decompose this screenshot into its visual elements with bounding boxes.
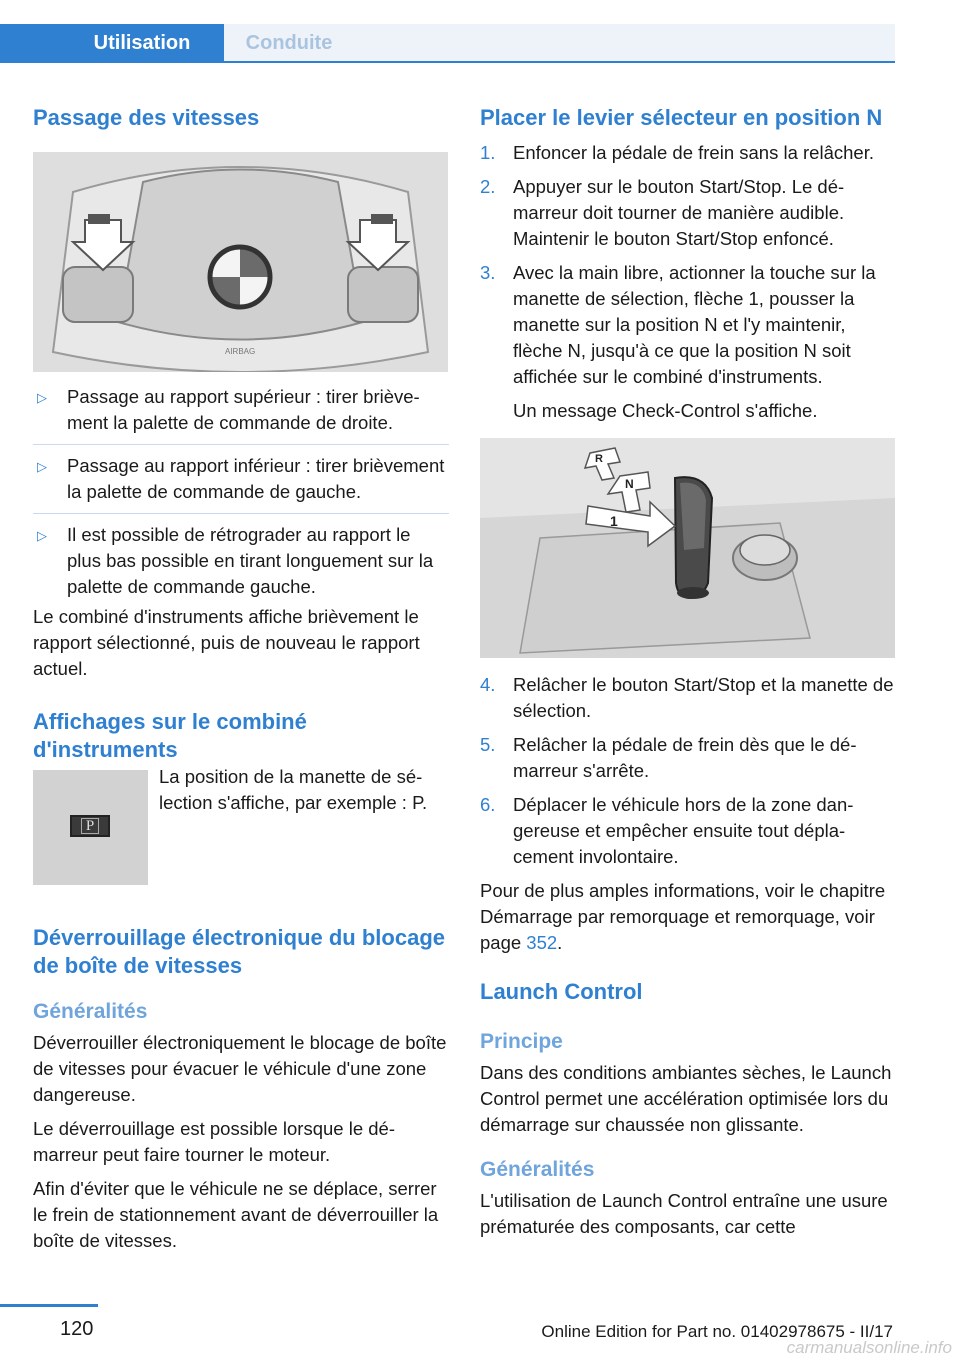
bullet-text: Passage au rapport supérieur : tirer brièvement la palette de commande de droite. [67, 386, 420, 433]
step-text: Enfoncer la pédale de frein sans la relâcher. [513, 142, 874, 163]
steps-list-b [480, 672, 896, 870]
step-item [480, 260, 896, 424]
paragraph-generalites-3: Afin d'éviter que le véhicule ne se déplace, serrer le frein de stationnement avant de déverrouiller la boîte de vitesses. [33, 1178, 439, 1251]
triangle-bullet-icon: ▷ [37, 390, 47, 405]
paragraph-combine: Le combiné d'instruments affiche brièvement le rapport sélectionné, puis de nouveau le rapport actuel. [33, 606, 420, 679]
paragraph-generalites-launch: L'utilisation de Launch Control entraîne une usure prématurée des composants, car cette [480, 1190, 888, 1237]
watermark-text: carmanualsonline.info [786, 1338, 952, 1357]
affichage-block [33, 768, 449, 908]
page-number: 120 [60, 1318, 94, 1340]
step-text: Déplacer le véhicule hors de la zone dangereuse et empêcher ensuite tout déplacement involontaire. [513, 794, 854, 867]
paragraph-generalites-1: Déverrouiller électroniquement le blocage de boîte de vitesses pour évacuer le véhicule d'une zone dangereuse. [33, 1032, 447, 1105]
triangle-bullet-icon: ▷ [37, 459, 47, 474]
page-352-link[interactable]: 352 [526, 932, 558, 953]
step-item [480, 792, 896, 870]
display-figure [33, 770, 148, 885]
heading-passage-vitesses: Passage des vitesses [33, 105, 260, 130]
list-item [33, 453, 449, 514]
heading-affichages: Affichages sur le combiné d'instruments [33, 709, 307, 762]
bullet-text: Passage au rapport inférieur : tirer brièvement la palette de commande de gauche. [67, 455, 445, 502]
step-number: 2. [480, 176, 496, 197]
arrow-label-n: N [625, 477, 634, 491]
step-item [480, 140, 896, 166]
tab-underline [0, 61, 895, 63]
step-item [480, 732, 896, 784]
step-item [480, 672, 896, 724]
heading-launch-control: Launch Control [480, 979, 643, 1004]
gear-display-p [70, 815, 110, 837]
more-info-end: . [557, 932, 563, 953]
more-info-text: Pour de plus amples informations, voir le chapitre Démarrage par remorquage et remorquage, voir page [480, 880, 886, 953]
arrow-label-1: 1 [610, 513, 618, 529]
step-text: Relâcher le bouton Start/Stop et la manette de sélection. [513, 674, 894, 721]
paragraph-generalites-2: Le déverrouillage est possible lorsque le démarreur peut faire tourner le moteur. [33, 1118, 396, 1165]
step-item [480, 174, 896, 252]
tab-utilisation[interactable]: Utilisation [0, 24, 224, 62]
step-number: 1. [480, 142, 496, 163]
bullet-text: Il est possible de rétrograder au rapport le plus bas possible en tirant longuement sur la palette de commande gauche. [67, 524, 434, 597]
step-number: 4. [480, 674, 496, 695]
tab-bar [0, 0, 960, 64]
step-number: 5. [480, 734, 496, 755]
step-text: Relâcher la pédale de frein dès que le démarreur s'arrête. [513, 734, 857, 781]
triangle-bullet-icon: ▷ [37, 528, 47, 543]
left-column [33, 96, 449, 1254]
step-note: Un message Check-Control s'affiche. [513, 400, 818, 421]
shift-bullet-list [33, 384, 449, 600]
paragraph-more-info [480, 878, 896, 956]
steps-list-a [480, 140, 896, 424]
right-column [480, 96, 896, 1240]
selector-lever-figure [480, 438, 895, 658]
arrow-label-r: R [595, 453, 603, 465]
step-text: Appuyer sur le bouton Start/Stop. Le démarreur doit tourner de manière audible. Maintenir le bouton Start/Stop enfoncé. [513, 176, 845, 249]
heading-generalites: Généralités [33, 1000, 148, 1023]
list-item [33, 522, 449, 600]
steering-wheel-illustration [33, 152, 448, 372]
paragraph-affichages: La position de la manette de sélection s'affiche, par exemple : P. [159, 766, 428, 813]
heading-placer-levier: Placer le levier sélecteur en position N [480, 105, 883, 130]
footer-rule [0, 1304, 98, 1307]
heading-principe: Principe [480, 1030, 563, 1053]
tab-conduite[interactable]: Conduite [245, 31, 333, 54]
heading-deverrouillage: Déverrouillage électronique du blocage de boîte de vitesses [33, 925, 445, 978]
paragraph-principe: Dans des conditions ambiantes sèches, le Launch Control permet une accélération optimisée lors du démarrage sur chaussée non glissante. [480, 1062, 892, 1135]
step-number: 6. [480, 794, 496, 815]
list-item [33, 384, 449, 445]
step-text: Avec la main libre, actionner la touche sur la manette de sélection, flèche 1, pousser la manette sur la position N et l'y maintenir, flèche N, jusqu'à ce que la position N soit affichée sur le combiné d'instruments. [513, 262, 876, 387]
step-number: 3. [480, 262, 496, 283]
svg-text:AIRBAG: AIRBAG [225, 347, 256, 356]
edition-text: Online Edition for Part no. 01402978675 - II/17 [541, 1322, 893, 1341]
gear-symbol: P [81, 818, 99, 834]
heading-generalites-launch: Généralités [480, 1158, 595, 1181]
steering-wheel-figure [33, 152, 448, 372]
selector-lever-illustration [480, 438, 895, 658]
